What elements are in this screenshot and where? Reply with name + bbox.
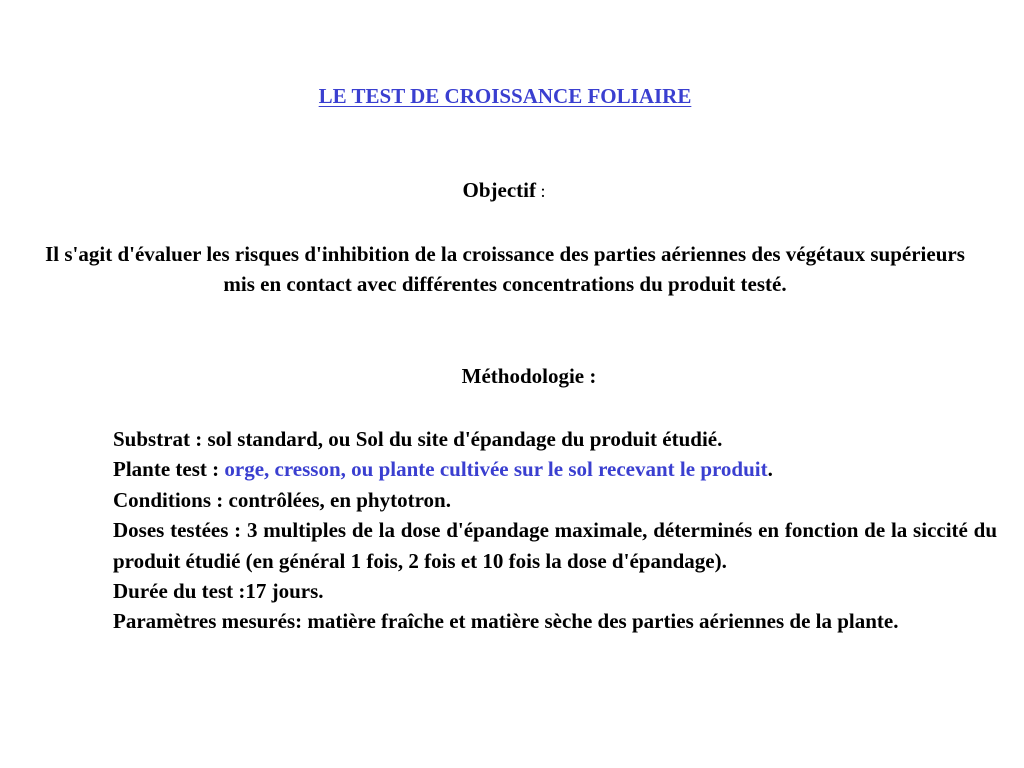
- plante-test-label: Plante test :: [113, 457, 225, 482]
- page-title: [0, 84, 1010, 109]
- duree-line: Durée du test :17 jours.: [113, 579, 324, 604]
- parametres-line: Paramètres mesurés: matière fraîche et matière sèche des parties aériennes de la plante.: [113, 609, 899, 634]
- objectif-paragraph: Il s'agit d'évaluer les risques d'inhibition de la croissance des parties aériennes des végétaux supérieurs mis en contact avec différentes concentrations du produit testé.: [45, 242, 965, 296]
- plante-test-value: orge, cresson, ou plante cultivée sur le sol recevant le produit: [224, 457, 768, 482]
- plante-test-line: [113, 454, 997, 484]
- objectif-heading-label: Objectif: [462, 178, 536, 202]
- doses-line: Doses testées : 3 multiples de la dose d'épandage maximale, déterminés en fonction de la siccité du produit étudié (en général 1 fois, 2 fois et 10 fois la dose d'épandage).: [113, 518, 997, 573]
- methodologie-list: [113, 424, 997, 637]
- methodologie-heading: Méthodologie :: [461, 364, 597, 388]
- objectif-heading: [0, 178, 1008, 203]
- page-title-text: LE TEST DE CROISSANCE FOLIAIRE: [318, 84, 692, 108]
- substrat-line: Substrat : sol standard, ou Sol du site d'épandage du produit étudié.: [113, 427, 723, 451]
- objectif-heading-colon: :: [535, 181, 546, 201]
- conditions-line: Conditions : contrôlées, en phytotron.: [113, 487, 451, 512]
- plante-test-period: .: [767, 457, 773, 482]
